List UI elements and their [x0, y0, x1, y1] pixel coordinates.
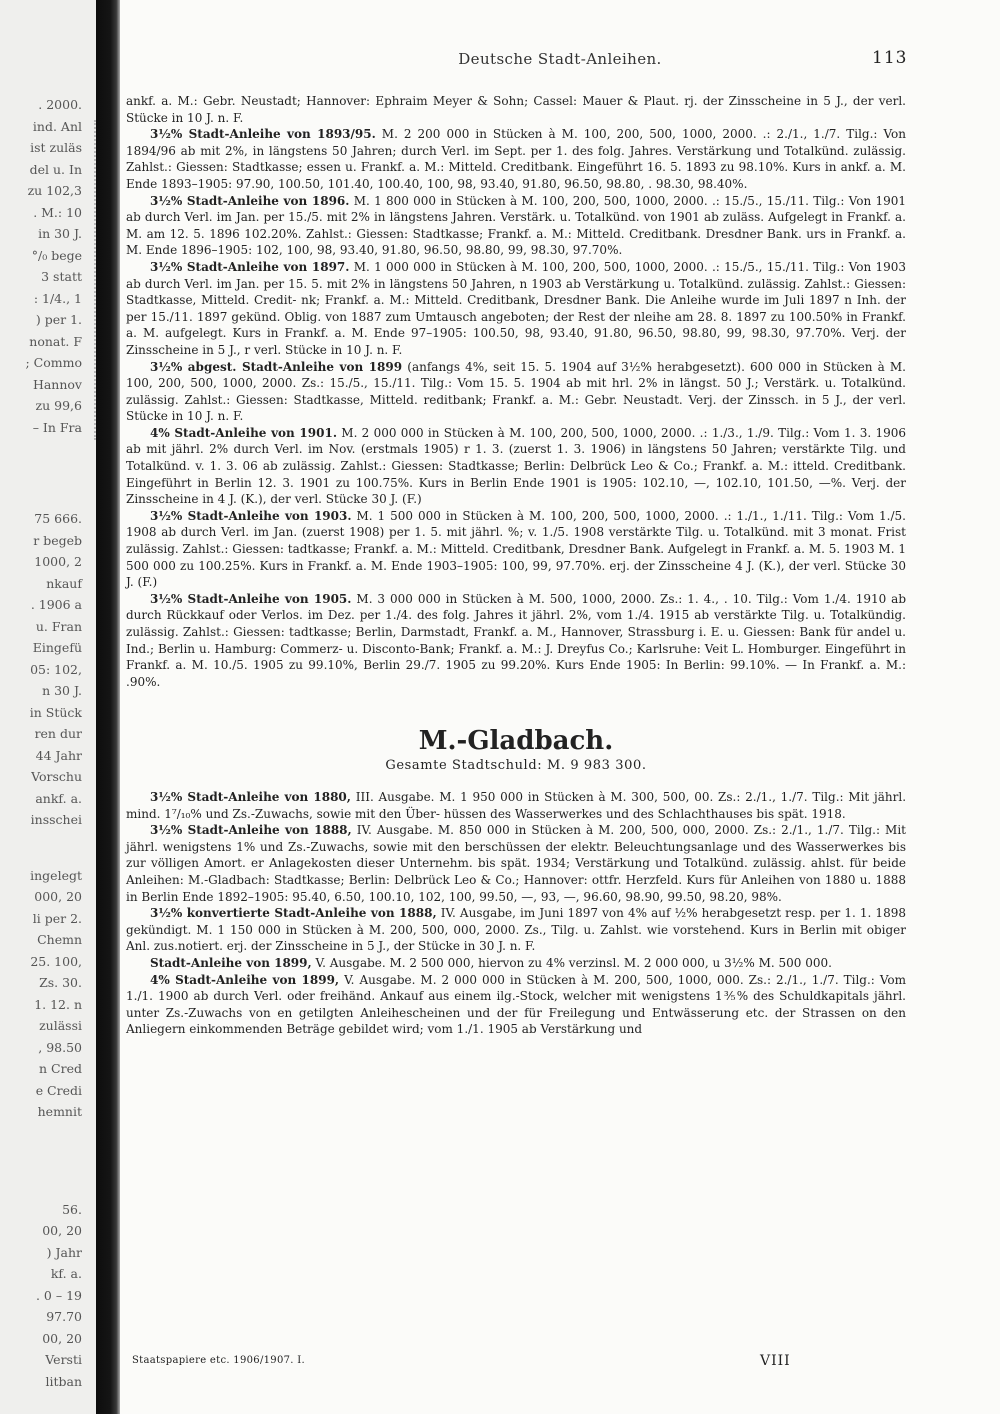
loan-title: 4% Stadt-Anleihe von 1901. [150, 425, 337, 440]
loan-entry [126, 591, 906, 691]
left-page-line: 00, 20 [42, 1223, 82, 1238]
left-page-line: litban [45, 1373, 82, 1389]
section-subtitle: Gesamte Stadtschuld: M. 9 983 300. [385, 758, 647, 774]
loan-details: IV. Ausgabe, im Juni 1897 von 4% auf ½% herabgesetzt resp. per 1. 1. 1898 gekündigt. M. 1 150 000 in Stücken à M. 200, 500, 000, 2000. Zs., Tilg. u. Zahlst. wie vorstehend. Kurs in Berlin mit obiger Anl. zus.notiert. erj. der Zinsscheine in 5 J., der Stücke in 30 J. n. F. [126, 906, 906, 954]
loan-entry [126, 259, 906, 359]
left-page-line: zulässi [39, 1018, 82, 1033]
left-page-line: ) per 1. [35, 312, 82, 327]
left-page-line: ren dur [34, 726, 82, 741]
loan-details: M. 1 800 000 in Stücken à M. 100, 200, 500, 1000, 2000. .: 15./5., 15./11. Tilg.: Von 1901 ab durch Verl. im Jan. per 15./5. mit 2% in längstens Jahren. Verstärk. u. Totalkünd. von 1901 ab zuläss. Aufgelegt in Frankf. a. M. am 12. 5. 1896 102.20%. Zahlst.: Giessen: Stadtkasse; Frankf. a. M.: Mitteld. Creditbank. Dresdner Bank. urs in Frankf. a. M. Ende 1896–1905: 102, 100, 98, 93.40, 91.80, 96.50, 98.80, 99, 98.30, 97.70%. [126, 193, 906, 258]
continued-text [126, 93, 906, 126]
left-page-line: nkauf [46, 575, 82, 591]
loan-title: 3½% abgest. Stadt-Anleihe von 1899 [150, 359, 403, 374]
left-page-line: . 1906 a [30, 597, 82, 612]
left-page-line: Hannov [32, 376, 82, 392]
left-page-line: ankf. a. [35, 790, 82, 806]
left-page-line: n Cred [39, 1061, 82, 1076]
left-page-line: zu 102,3 [27, 183, 82, 198]
left-page-line: 56. [62, 1201, 82, 1217]
entries-lower [126, 789, 906, 1038]
loan-entry [126, 359, 906, 425]
left-page-line: ; Commo [25, 355, 82, 370]
loan-details: M. 2 000 000 in Stücken à M. 100, 200, 500, 1000, 2000. .: 1./3., 1./9. Tilg.: Vom 1. 3. 1906 ab mit jährl. 2% durch Verl. im Nov. (erstmals 1905) r 1. 3. (zuerst 1. 3. 1906) in längstens 50 Jahren; verstärkte Tilg. und Totalkünd. v. 1. 3. 06 ab zulässig. Zahlst.: Giessen: Stadtkasse; Berlin: Delbrück Leo & Co.; Frankf. a. M.: itteld. Creditbank. Eingeführt in Berlin 12. 3. 1901 zu 100.75%. Kurs in Berlin Ende 1901 is 1905: 102.10, —, 102.10, 101.50, —%. Verj. der Zinsscheine in 4 J. (K.), der verl. Stücke 30 J. (F.) [126, 425, 906, 507]
page-number: 113 [872, 48, 908, 68]
loan-entry [126, 425, 906, 508]
left-page-fragment [0, 0, 96, 1414]
loan-title: 3½% Stadt-Anleihe von 1905. [150, 591, 352, 606]
sheet-mark: VIII [760, 1353, 791, 1369]
loan-entry [126, 822, 906, 905]
left-page-line: ingelegt [30, 867, 82, 883]
loan-details: ankf. a. M.: Gebr. Neustadt; Hannover: Ephraim Meyer & Sohn; Cassel: Mauer & Plaut. rj. der Zinsscheine in 5 J., der verl. Stücke in 10 J. n. F. [126, 94, 906, 125]
loan-entry [126, 905, 906, 955]
loan-title: 3½% Stadt-Anleihe von 1893/95. [150, 127, 376, 142]
left-page-line: 05: 102, [30, 661, 82, 677]
left-page-line: Eingefü [32, 640, 82, 655]
left-page-line: . 0 – 19 [35, 1287, 82, 1303]
left-page-line: hemnit [37, 1104, 82, 1119]
loan-entry [126, 508, 906, 591]
left-page-line: ist zuläs [30, 140, 82, 155]
left-page-line: 3 statt [41, 269, 82, 284]
book-gutter [96, 0, 120, 1414]
entries-upper [126, 93, 906, 690]
left-page-line: zu 99,6 [35, 398, 82, 413]
left-page-line: r begeb [33, 532, 82, 548]
left-page-line: del u. In [29, 161, 82, 177]
loan-details: M. 1 000 000 in Stücken à M. 100, 200, 500, 1000, 2000. .: 15./5., 15./11. Tilg.: Von 1903 ab durch Verl. im Jan. per 15. 5. mit 2% in längstens 50 Jahren, n 1903 ab Verstärkung u. Totalkünd. zulässig. Zahlst.: Giessen: Stadtkasse, Mitteld. Credit- nk; Frankf. a. M.: Mitteld. Creditbank, Dresdner Bank. Die Anleihe wurde im Juli 1897 n Inh. der per 15./11. 1897 gekünd. Oblig. von 1887 zum Umtausch angeboten; der Rest der nleihe am 28. 8. 1897 zu 100.50% in Frankf. a. M. aufgelegt. Kurs in Frankf. a. M. Ende 97–1905: 100.50, 98, 93.40, 91.80, 96.50, 98.80, 99, 98.30, 97.70%. Verj. der Zinsscheine in 5 J., r verl. Stücke in 10 J. n. F. [126, 259, 906, 357]
left-page-line: °/₀ bege [31, 247, 82, 263]
loan-details: M. 1 500 000 in Stücken à M. 100, 200, 500, 1000, 2000. .: 1./1., 1./11. Tilg.: Vom 1./5. 1908 ab durch Verl. im Jan. (zuerst 1908) per 1. 5. mit jährl. %; v. 1./5. 1908 verstärkte Tilg. u. Totalkünd. mit 3 monat. Frist zulässig. Zahlst.: Giessen: tadtkasse; Frankf. a. M.: Mitteld. Creditbank, Dresdner Bank. Aufgelegt in Frankf. a. M. 5. 1903 M. 1 500 000 zu 100.25%. Kurs in Frankf. a. M. Ende 1903–1905: 100, 99, 97.70%. erj. der Zinsscheine 4 J. (K.), der verl. Stücke 30 J. (F.) [126, 508, 906, 590]
left-page-line: Vorschu [31, 769, 82, 784]
loan-details: M. 3 000 000 in Stücken à M. 500, 1000, 2000. Zs.: 1. 4., . 10. Tilg.: Vom 1./4. 1910 ab durch Rückkauf oder Verlos. im Dez. per 1./4. des folg. Jahres it jährl. 2%, vom 1./4. 1915 ab verstärkte Tilg. u. Totalkündig. zulässig. Zahlst.: Giessen: tadtkasse; Berlin, Darmstadt, Frankf. a. M., Hannover, Strassburg i. E. u. Giessen: Bank für andel u. Ind.; Berlin u. Hamburg: Commerz- u. Disconto-Bank; Frankf. a. M.: J. Dreyfus Co.; Karlsruhe: Veit L. Homburger. Eingeführt in Frankf. a. M. 10./5. 1905 zu 99.10%, Berlin 29./7. 1905 zu 99.20%. Kurs Ende 1905: In Berlin: 99.10%. — In Frankf. a. M.: .90%. [126, 591, 907, 689]
left-page-edge [84, 120, 96, 440]
left-page-line: kf. a. [50, 1266, 82, 1281]
loan-title: 3½% Stadt-Anleihe von 1880, [150, 789, 351, 804]
left-page-line: nonat. F [29, 333, 82, 349]
left-page-line: Zs. 30. [39, 975, 82, 990]
loan-title: 4% Stadt-Anleihe von 1899, [150, 972, 340, 987]
left-page-line: 25. 100, [30, 953, 82, 969]
left-page-line: 000, 20 [34, 889, 82, 904]
left-page-line: 75 666. [34, 511, 82, 526]
left-page-line: 44 Jahr [35, 747, 82, 763]
loan-title: 3½% Stadt-Anleihe von 1896. [150, 193, 350, 208]
loan-title: 3½% konvertierte Stadt-Anleihe von 1888, [150, 906, 437, 921]
left-page-line: Versti [45, 1352, 82, 1367]
page-body [126, 93, 906, 1038]
loan-details: IV. Ausgabe. M. 850 000 in Stücken à M. 200, 500, 000, 2000. Zs.: 2./1., 1./7. Tilg.: Mit jährl. wenigstens 1% und Zs.-Zuwachs, sowie mit den berschüssen der elektr. Beleuchtungsanlage und des Wasserwerkes bis zur völligen Amort. er Anlagekosten dieser Unternehm. bis spät. 1934; Verstärkung und Totalkünd. zulässig. ahlst. für beide Anleihen: M.-Gladbach: Stadtkasse; Berlin: Delbrück Leo & Co.; Hannover: ottfr. Herzfeld. Kurs für Anleihen von 1880 u. 1888 in Berlin Ende 1892–1905: 95.40, 6.50, 100.10, 102, 100, 99.50, —, 93, —, 96.60, 98.90, 99.50, 98.20, 98%. [126, 823, 906, 904]
left-page-line: li per 2. [32, 910, 82, 926]
section-title: M.-Gladbach. [418, 726, 614, 757]
left-page-line: . 2000. [38, 97, 82, 112]
left-page-line: e Credi [35, 1082, 82, 1098]
loan-details: V. Ausgabe. M. 2 500 000, hiervon zu 4% verzinsl. M. 2 000 000, u 3½% M. 500 000. [315, 955, 832, 970]
left-page-line: – In Fra [32, 419, 82, 435]
left-page-line: 00, 20 [42, 1330, 82, 1346]
left-page-line: in 30 J. [38, 226, 82, 241]
loan-entry [126, 789, 906, 822]
loan-title: 3½% Stadt-Anleihe von 1888, [150, 823, 352, 838]
loan-title: Stadt-Anleihe von 1899, [150, 955, 312, 970]
left-page-line: 1000, 2 [34, 554, 82, 569]
left-page-line: 97.70 [46, 1309, 82, 1324]
loan-title: 3½% Stadt-Anleihe von 1903. [150, 508, 352, 523]
left-page-line: . M.: 10 [33, 204, 82, 220]
loan-details: M. 2 200 000 in Stücken à M. 100, 200, 500, 1000, 2000. .: 2./1., 1./7. Tilg.: Von 1894/96 ab mit 2%, in längstens 50 Jahren; durch Verl. im Sept. per 1. des folg. Jahres. Verstärkung und Totalkünd. zulässig. Zahlst.: Giessen: Stadtkasse; essen u. Frankf. a. M.: Mitteld. Creditbank. Eingeführt 16. 5. 1893 zu 98.10%. Kurs in ankf. a. M. Ende 1893–1905: 97.90, 100.50, 101.40, 100.40, 100, 98, 93.40, 91.80, 96.50, 98.80, . 98.30, 98.40%. [126, 127, 906, 191]
left-page-line: 1. 12. n [34, 996, 82, 1012]
left-page-line: , 98.50 [38, 1039, 82, 1055]
loan-entry [126, 955, 906, 972]
loan-details: V. Ausgabe. M. 2 000 000 in Stücken à M. 200, 500, 1000, 000. Zs.: 2./1., 1./7. Tilg.: Vom 1./1. 1900 ab durch Verl. oder freihänd. Ankauf aus einem ilg.-Stock, welcher mit wenigstens 1⅗% des Schuldkapitals jährl. unter Zs.-Zuwachs von en getilgten Anleihescheinen und der für Freilegung und Entwässerung etc. der Strassen on den Anliegern einkommenden Beträge gebildet wird; vom 1./1. 1905 ab Verstärkung und [126, 972, 906, 1037]
page [120, 0, 1000, 1414]
loan-title: 3½% Stadt-Anleihe von 1897. [150, 259, 350, 274]
loan-details: III. Ausgabe. M. 1 950 000 in Stücken à M. 300, 500, 00. Zs.: 2./1., 1./7. Tilg.: Mit jährl. mind. 1⁷/₁₀% und Zs.-Zuwachs, sowie mit den Über- hüssen des Wasserwerkes und des Schlachthauses bis spät. 1918. [126, 789, 907, 821]
running-title: Deutsche Stadt-Anleihen. [458, 50, 662, 68]
loan-entry [126, 193, 906, 259]
left-page-line: : 1/4., 1 [33, 290, 82, 306]
left-page-line: Chemn [37, 932, 82, 947]
left-page-line: u. Fran [35, 618, 82, 634]
left-page-line: in Stück [29, 704, 82, 720]
loan-entry [126, 126, 906, 192]
loan-entry [126, 972, 906, 1038]
left-page-line: insschei [30, 812, 82, 827]
left-page-line: ) Jahr [46, 1244, 82, 1260]
left-page-line: ind. Anl [32, 118, 82, 134]
printer-signature: Staatspapiere etc. 1906/1907. I. [132, 1355, 305, 1366]
left-page-line: n 30 J. [42, 683, 82, 698]
loan-details: (anfangs 4%, seit 15. 5. 1904 auf 3½% herabgesetzt). 600 000 in Stücken à M. 100, 200, 500, 1000, 2000. Zs.: 15./5., 15./11. Tilg.: Vom 15. 5. 1904 ab mit hrl. 2% in längst. 50 J.; Verstärk. u. Totalkünd. zulässig. Zahlst.: Giessen: Stadtkasse, Mitteld. reditbank; Frankf. a. M.: Gebr. Neustadt. Verj. der Zinssch. in 5 J., der verl. Stücke in 10 J. n. F. [126, 359, 906, 424]
